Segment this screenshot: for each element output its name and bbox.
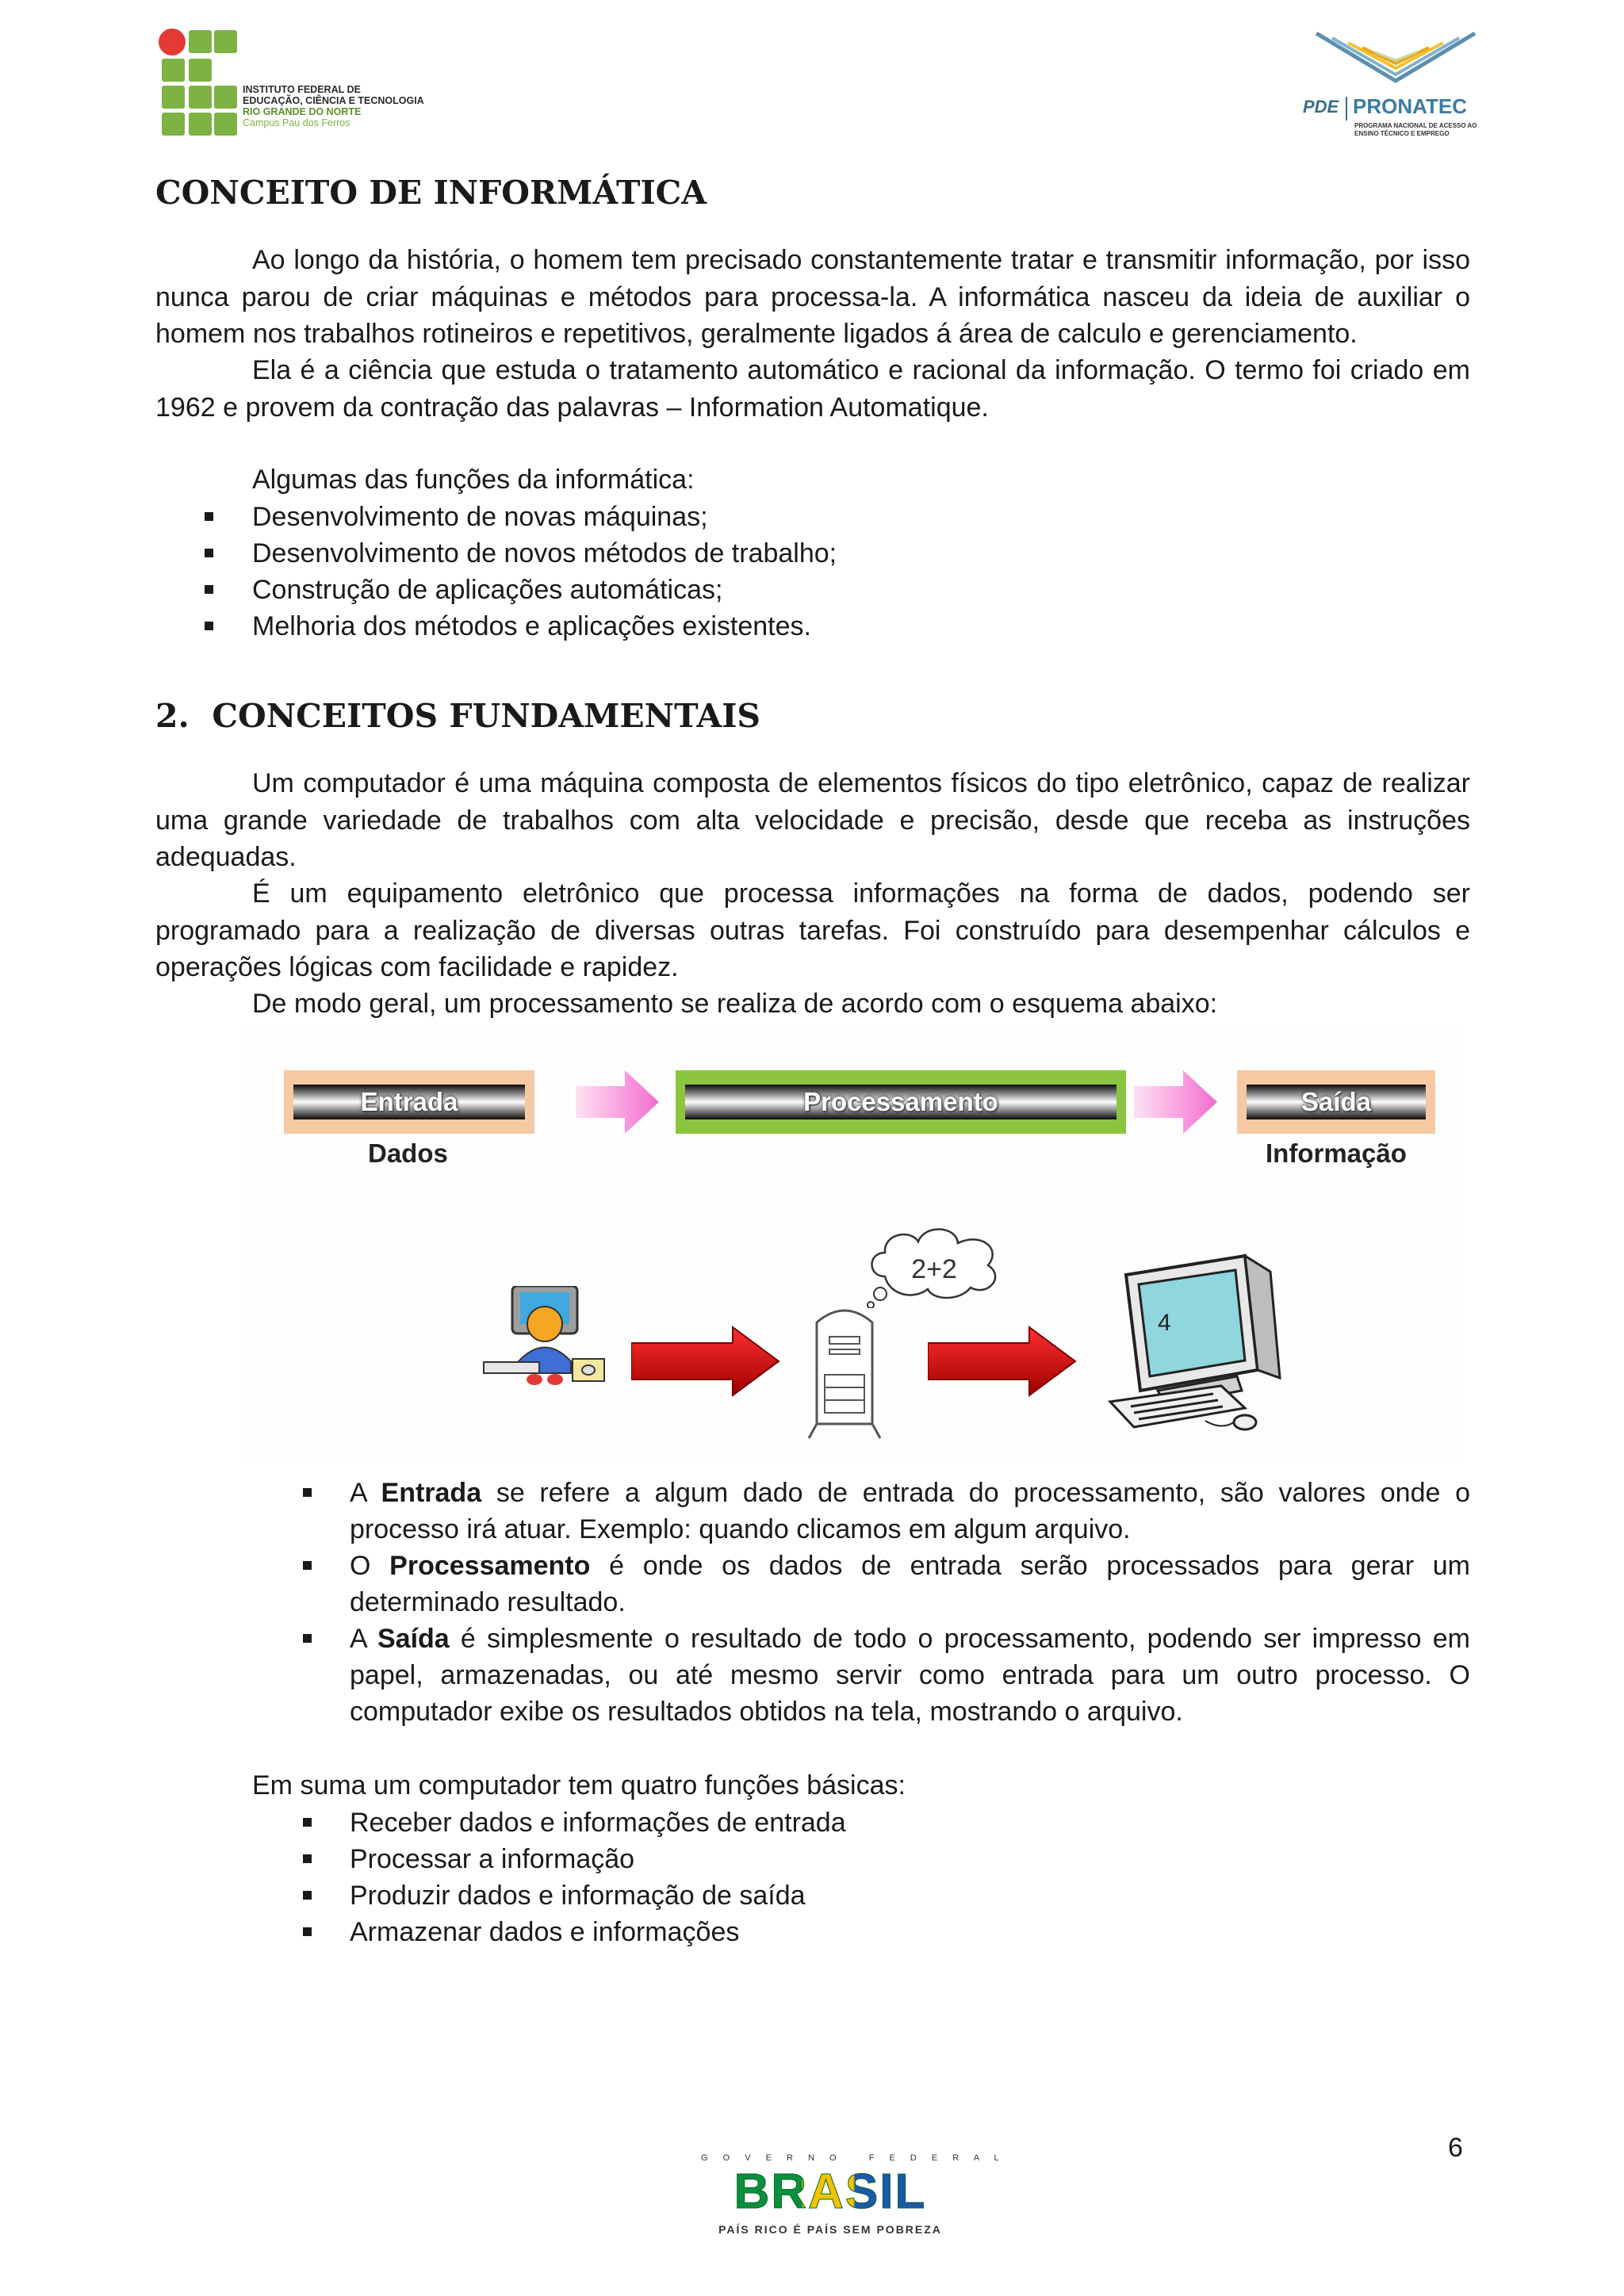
text-fragment: se refere a algum dado de entrada do processamento, são valores onde o — [481, 1478, 1471, 1508]
book-icon — [1308, 29, 1499, 92]
section-heading: 2. CONCEITOS FUNDAMENTAIS — [155, 697, 761, 735]
bullet-icon — [303, 1854, 312, 1863]
pronatec-subtitle: PROGRAMA NACIONAL DE ACESSO AO — [1354, 122, 1477, 129]
if-logo-line: RIO GRANDE DO NORTE — [243, 106, 362, 117]
saida-label: Saída — [1300, 1087, 1372, 1116]
pronatec-label: PRONATEC — [1353, 94, 1467, 118]
text-fragment: é simplesmente o resultado de todo o processamento, podendo ser impresso em — [449, 1624, 1471, 1654]
dados-label: Dados — [368, 1138, 448, 1168]
summary-intro: Em suma um computador tem quatro funções básicas: — [252, 1770, 906, 1800]
if-logo-square — [214, 86, 237, 109]
bullet-icon — [303, 1561, 312, 1570]
bold-term: Entrada — [381, 1478, 482, 1508]
text-fragment: A — [350, 1478, 381, 1508]
list-item-text: Desenvolvimento de novos métodos de trabalho; — [252, 538, 837, 568]
text-fragment: é onde os dados de entrada serão processados para gerar um — [590, 1551, 1470, 1581]
if-logo-red-circle — [159, 29, 186, 55]
list-item-text: determinado resultado. — [350, 1587, 626, 1617]
paragraph: Ela é a ciência que estuda o tratamento automático e racional da informação. O termo foi criado em 1962 e provem da contração das palavras – Information Automatique. — [155, 355, 1470, 423]
if-logo-line: EDUCAÇÃO, CIÊNCIA E TECNOLOGIA — [243, 95, 424, 106]
screen-text: 4 — [1158, 1310, 1171, 1336]
pronatec-subtitle: ENSINO TÉCNICO E EMPREGO — [1354, 130, 1450, 137]
gov-federal-label: G O V E R N O F E D E R A L — [701, 2153, 1005, 2163]
paragraph: De modo geral, um processamento se realiza de acordo com o esquema abaixo: — [252, 989, 1218, 1019]
brasil-wordmark — [701, 2164, 959, 2219]
if-logo — [159, 29, 444, 140]
bullet-icon — [205, 512, 213, 521]
list-item-text — [350, 1475, 1470, 1512]
processing-diagram — [243, 1031, 1464, 1459]
bullet-icon — [205, 549, 213, 557]
text-fragment: O — [350, 1551, 390, 1581]
person-at-computer-icon — [479, 1286, 614, 1389]
bullet-icon — [303, 1927, 312, 1936]
pronatec-logo — [1293, 29, 1491, 147]
brasil-text: BRASIL — [733, 2164, 927, 2219]
bold-term: Processamento — [389, 1551, 591, 1581]
if-logo-square — [189, 59, 212, 82]
list-item-text — [350, 1548, 1470, 1585]
if-logo-square — [162, 113, 185, 136]
bullet-icon — [205, 622, 213, 630]
if-logo-square — [214, 113, 237, 136]
if-logo-square — [214, 30, 237, 53]
bullet-icon — [303, 1818, 312, 1827]
pde-label: PDE — [1303, 97, 1339, 117]
brasil-logo — [701, 2153, 1005, 2245]
list-item-text — [350, 1621, 1470, 1658]
arrow-icon — [576, 1066, 663, 1138]
list-intro: Algumas das funções da informática: — [252, 465, 695, 495]
list-item-text: Armazenar dados e informações — [350, 1917, 740, 1947]
bullet-icon — [303, 1488, 312, 1497]
paragraph: Um computador é uma máquina composta de elementos físicos do tipo eletrônico, capaz de realizar uma grande variedade de trabalhos com alta velocidade e precisão, desde que receba as instruções adequadas. — [155, 768, 1470, 872]
list-item-text: Desenvolvimento de novas máquinas; — [252, 502, 708, 532]
informacao-label: Informação — [1266, 1138, 1407, 1168]
bullet-icon — [303, 1634, 312, 1643]
if-logo-square — [189, 113, 212, 136]
red-arrow-icon — [631, 1326, 782, 1397]
if-logo-square — [189, 86, 212, 109]
logo-divider — [1346, 97, 1347, 121]
monitor-icon — [1102, 1251, 1285, 1433]
entrada-label: Entrada — [360, 1087, 458, 1116]
if-logo-square — [189, 30, 212, 53]
list-item-text: Processar a informação — [350, 1844, 635, 1874]
cloud-text: 2+2 — [911, 1254, 957, 1284]
arrow-icon — [1134, 1066, 1221, 1138]
bold-term: Saída — [377, 1624, 450, 1654]
if-logo-square — [162, 59, 185, 82]
entrada-box — [284, 1070, 534, 1134]
paragraph: Ao longo da história, o homem tem precisado constantemente tratar e transmitir informação, por isso nunca parou de criar máquinas e métodos para processa-la. A informática nasceu da ideia de auxiliar o homem nos trabalhos rotineiros e repetitivos, geralmente ligados á área de calculo e gerenciamento. — [155, 245, 1470, 349]
page-number: 6 — [1448, 2133, 1463, 2163]
list-item-text: Receber dados e informações de entrada — [350, 1808, 846, 1838]
red-arrow-icon — [928, 1326, 1078, 1397]
list-item-text: Melhoria dos métodos e aplicações existentes. — [252, 611, 811, 641]
list-item-text: papel, armazenadas, ou até mesmo servir como entrada para um outro processo. O — [350, 1660, 1470, 1690]
bullet-icon — [303, 1891, 312, 1900]
paragraph: É um equipamento eletrônico que processa informações na forma de dados, podendo ser programado para a realização de diversas outras tarefas. Foi construído para desempenhar cálculos e operações lógicas com facilidade e rapidez. — [155, 878, 1470, 982]
if-logo-line: Campus Pau dos Ferros — [243, 117, 350, 128]
if-logo-line: INSTITUTO FEDERAL DE — [243, 84, 361, 95]
list-item-text: Construção de aplicações automáticas; — [252, 575, 723, 605]
processamento-label: Processamento — [803, 1087, 998, 1116]
cpu-tower-icon — [801, 1305, 888, 1440]
list-item-text: Produzir dados e informação de saída — [350, 1881, 806, 1911]
list-item-text: processo irá atuar. Exemplo: quando clicamos em algum arquivo. — [350, 1514, 1131, 1544]
page-title: CONCEITO DE INFORMÁTICA — [155, 174, 707, 212]
text-fragment: A — [350, 1624, 377, 1654]
list-item-text: computador exibe os resultados obtidos na tela, mostrando o arquivo. — [350, 1697, 1183, 1727]
if-logo-square — [162, 86, 185, 109]
processamento-box — [676, 1070, 1126, 1134]
bullet-icon — [205, 585, 213, 594]
cloud-thought-icon — [861, 1221, 1012, 1308]
slogan: PAÍS RICO É PAÍS SEM POBREZA — [718, 2223, 942, 2236]
saida-box — [1237, 1070, 1435, 1134]
